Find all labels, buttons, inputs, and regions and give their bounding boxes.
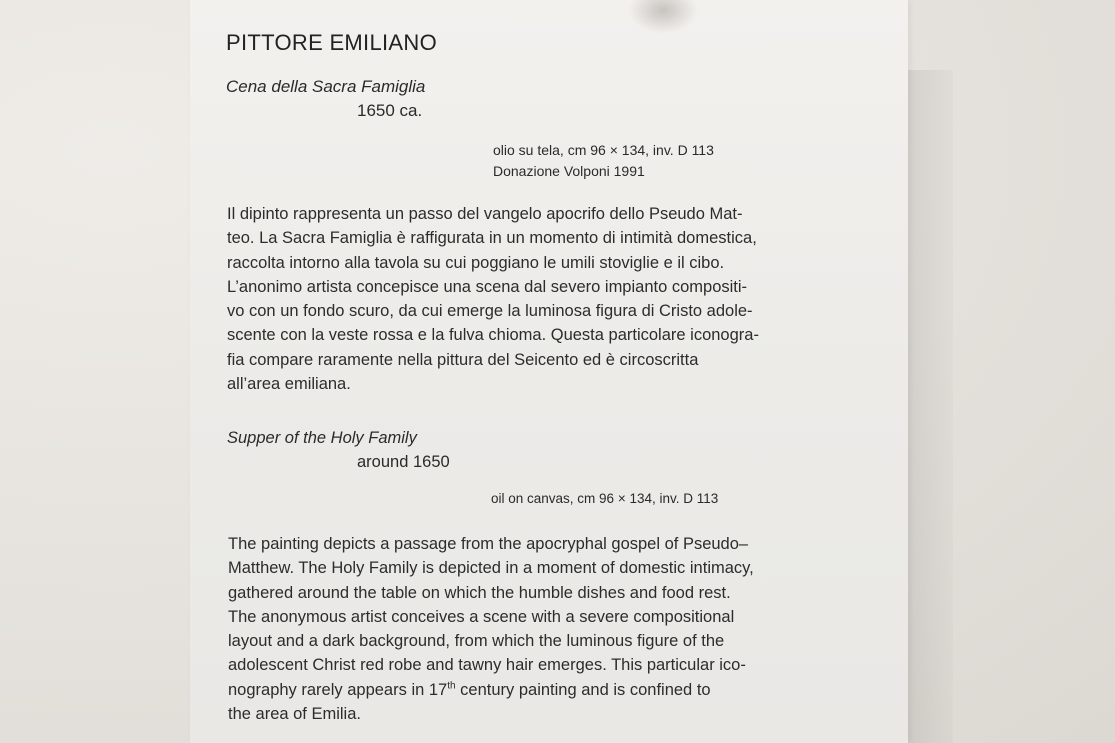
english-line-pre: nography rarely appears in 17	[228, 680, 448, 699]
wall-hook	[628, 0, 698, 34]
english-line-post: century painting and is confined to	[455, 680, 711, 699]
english-date: around 1650	[357, 453, 450, 471]
english-description-line	[228, 681, 711, 699]
italian-technique: olio su tela, cm 96 × 134, inv. D 113 Donazione Volponi 1991	[493, 142, 714, 179]
italian-date: 1650 ca.	[357, 101, 423, 120]
italian-description: Il dipinto rappresenta un passo del vangelo apocrifo dello Pseudo Mat- teo. La Sacra Famiglia è raffigurata in un momento di intimità domestica, raccolta intorno alla tavola su cui poggiano le umili stoviglie e il cibo. L’anonimo artista concepisce una scena dal severo impianto compositi- vo con un fondo scuro, da cui emerge la luminosa figura di Cristo adole- scente con la veste rossa e la fulva chioma. Questa particolare iconogra- fia compare raramente nella pittura del Seicento ed è circoscritta all’area emiliana.	[227, 205, 759, 394]
artist-name: PITTORE EMILIANO	[226, 30, 437, 55]
english-description-lines: The painting depicts a passage from the apocryphal gospel of Pseudo– Matthew. The Holy Family is depicted in a moment of domestic intimacy, gathered around the table on which the humble dishes and food rest. The anonymous artist conceives a scene with a severe compositional layout and a dark background, from which the luminous figure of the adolescent Christ red robe and tawny hair emerges. This particular ico-	[228, 535, 754, 675]
english-description	[228, 532, 754, 726]
italian-title: Cena della Sacra Famiglia	[226, 77, 426, 96]
english-technique: oil on canvas, cm 96 × 134, inv. D 113	[491, 491, 719, 506]
english-title: Supper of the Holy Family	[227, 429, 417, 447]
english-description-last: the area of Emilia.	[228, 705, 361, 724]
ordinal-superscript: th	[447, 680, 456, 692]
panel-shadow	[905, 70, 953, 743]
